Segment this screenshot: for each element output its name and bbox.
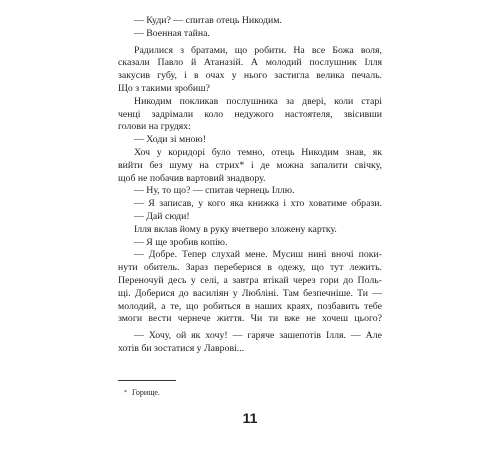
text-line: щі. Доберися до василіян у Любліні. Там безпечніше. Ти — xyxy=(118,287,382,299)
text-line: закусив губу, і в очах у нього застигла велика печаль. xyxy=(118,70,382,82)
text-line: Радилися з братами, що робити. На все Божа воля, xyxy=(134,44,382,56)
text-line: Переночуй десь у селі, а завтра втікай через гори до Поль- xyxy=(118,274,382,286)
text-line: змоги вести чернече життя. Чи ти вже не хочеш цього? xyxy=(118,313,382,325)
text-line: нути обитель. Зараз переберися в одежу, що тут лежить. xyxy=(118,262,382,274)
body-text xyxy=(118,15,382,356)
text-line: — Добре. Тепер слухай мене. Мусиш нині вночі поки- xyxy=(134,249,382,261)
text-line: сказали Павло й Атаназій. А молодий послушник Ілля xyxy=(118,57,382,69)
text-line: голови на грудях: xyxy=(118,121,191,133)
text-line: вийти без шуму на стрих* і де можна запалити свічку, xyxy=(118,159,382,171)
text-line: молодий, а те, що робиться в наших краях, позбавить тебе xyxy=(118,300,382,312)
text-line: — Хочу, ой як хочу! — гаряче зашепотів Ілля. — Але xyxy=(134,330,382,342)
text-line: — Ну, то що? — спитав чернець Іллю. xyxy=(134,185,295,197)
text-line: — Ходи зі мною! xyxy=(134,134,206,146)
text-line: щоб не побачив вартовий знадвору. xyxy=(118,172,266,184)
text-line: ченці задрімали коло недужого настоятеля, звісивши xyxy=(118,108,382,120)
text-line: Ілля вклав йому в руку вчетверо зложену картку. xyxy=(134,223,337,235)
text-line: — Я записав, у кого яка книжка і хто ховатиме образи. xyxy=(134,198,382,210)
text-line: — Куди? — спитав отець Никодим. xyxy=(134,15,282,26)
footnote-text: Горище. xyxy=(132,388,160,397)
footnote-divider xyxy=(118,380,176,381)
text-line: Хоч у коридорі було темно, отець Никодим знав, як xyxy=(134,146,382,158)
footnote xyxy=(124,388,160,398)
footnote-marker: * xyxy=(124,390,127,396)
text-line: Никодим покликав послушника за двері, коли старі xyxy=(134,95,382,107)
text-line: Що з такими зробиш? xyxy=(118,82,210,94)
text-line: хотів би зостатися у Лаврові... xyxy=(118,342,245,354)
page-number: 11 xyxy=(242,410,258,426)
text-line: — Военная тайна. xyxy=(134,27,210,39)
text-line: — Я ще зробив копію. xyxy=(134,236,228,248)
text-line: — Дай сюди! xyxy=(134,210,190,222)
